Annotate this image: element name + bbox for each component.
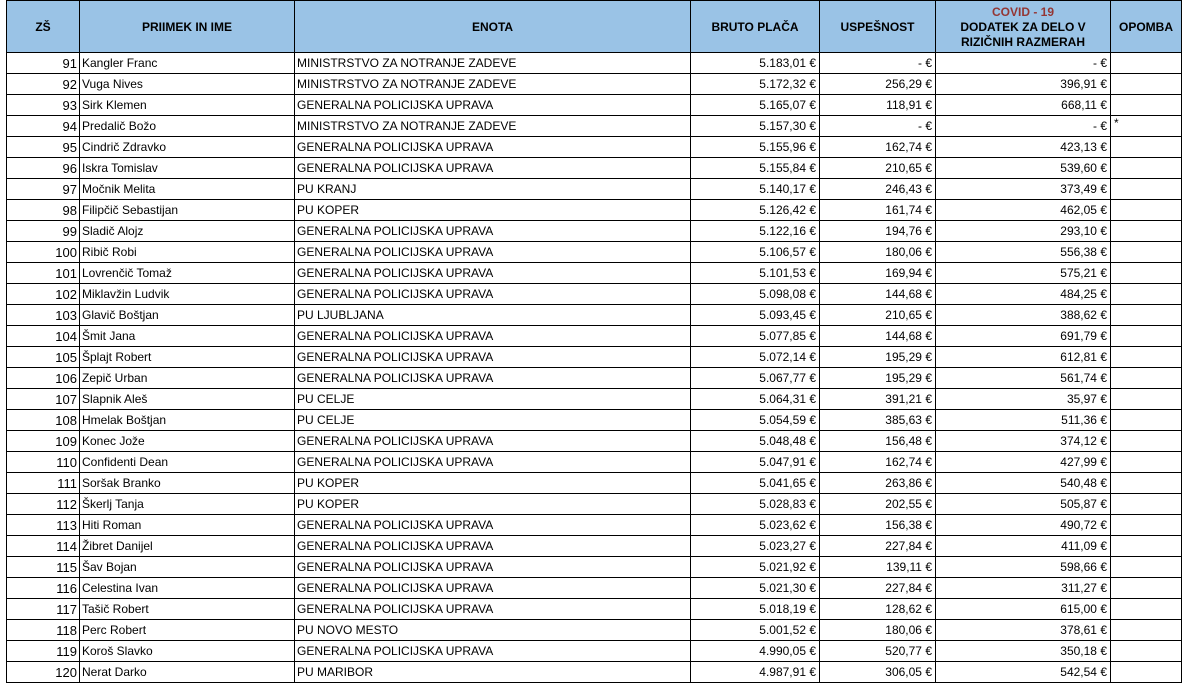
cell-name: Ribič Robi [80,242,295,263]
cell-name: Žibret Danijel [80,536,295,557]
cell-covid-dodatek: 561,74 € [936,368,1111,389]
cell-name: Perc Robert [80,620,295,641]
cell-bruto-placa: 5.183,01 € [691,53,820,74]
table-row [7,74,1182,95]
cell-uspesnost: 202,55 € [820,494,936,515]
cell-zs: 95 [7,137,80,158]
cell-enota: GENERALNA POLICIJSKA UPRAVA [295,137,691,158]
table-row [7,95,1182,116]
cell-name: Confidenti Dean [80,452,295,473]
cell-uspesnost: 520,77 € [820,641,936,662]
cell-name: Filipčič Sebastijan [80,200,295,221]
cell-name: Šav Bojan [80,557,295,578]
header-row [7,1,1182,53]
cell-opomba [1111,221,1182,242]
table-row [7,599,1182,620]
table-row [7,242,1182,263]
cell-uspesnost: 391,21 € [820,389,936,410]
cell-zs: 119 [7,641,80,662]
table-row [7,536,1182,557]
cell-covid-dodatek: 575,21 € [936,263,1111,284]
cell-zs: 107 [7,389,80,410]
cell-bruto-placa: 5.021,30 € [691,578,820,599]
cell-opomba [1111,242,1182,263]
cell-uspesnost: 195,29 € [820,368,936,389]
cell-bruto-placa: 5.093,45 € [691,305,820,326]
cell-uspesnost: 161,74 € [820,200,936,221]
cell-covid-dodatek: 35,97 € [936,389,1111,410]
cell-name: Predalič Božo [80,116,295,137]
cell-enota: MINISTRSTVO ZA NOTRANJE ZADEVE [295,74,691,95]
cell-enota: GENERALNA POLICIJSKA UPRAVA [295,368,691,389]
cell-opomba [1111,515,1182,536]
cell-name: Soršak Branko [80,473,295,494]
cell-bruto-placa: 5.155,84 € [691,158,820,179]
table-row [7,158,1182,179]
cell-uspesnost: 227,84 € [820,578,936,599]
cell-enota: GENERALNA POLICIJSKA UPRAVA [295,578,691,599]
cell-opomba [1111,599,1182,620]
cell-zs: 117 [7,599,80,620]
cell-opomba [1111,578,1182,599]
table-row [7,557,1182,578]
cell-covid-dodatek: 423,13 € [936,137,1111,158]
cell-covid-dodatek: 511,36 € [936,410,1111,431]
cell-uspesnost: 246,43 € [820,179,936,200]
cell-uspesnost: 144,68 € [820,326,936,347]
cell-enota: MINISTRSTVO ZA NOTRANJE ZADEVE [295,53,691,74]
table-row [7,326,1182,347]
table-row [7,452,1182,473]
cell-opomba [1111,305,1182,326]
cell-opomba [1111,53,1182,74]
cell-zs: 99 [7,221,80,242]
cell-uspesnost: 210,65 € [820,158,936,179]
cell-opomba [1111,620,1182,641]
cell-zs: 116 [7,578,80,599]
table-row [7,179,1182,200]
cell-covid-dodatek: 350,18 € [936,641,1111,662]
cell-uspesnost: 180,06 € [820,620,936,641]
cell-bruto-placa: 5.023,62 € [691,515,820,536]
cell-name: Zepič Urban [80,368,295,389]
cell-bruto-placa: 5.165,07 € [691,95,820,116]
cell-opomba [1111,326,1182,347]
cell-uspesnost: 194,76 € [820,221,936,242]
cell-uspesnost: 169,94 € [820,263,936,284]
cell-covid-dodatek: 396,91 € [936,74,1111,95]
cell-name: Celestina Ivan [80,578,295,599]
cell-uspesnost: 385,63 € [820,410,936,431]
table-row [7,347,1182,368]
cell-enota: PU KOPER [295,200,691,221]
cell-enota: GENERALNA POLICIJSKA UPRAVA [295,284,691,305]
cell-opomba [1111,431,1182,452]
table-row [7,116,1182,137]
cell-uspesnost: 256,29 € [820,74,936,95]
cell-covid-dodatek: 388,62 € [936,305,1111,326]
cell-bruto-placa: 5.172,32 € [691,74,820,95]
cell-covid-dodatek: 490,72 € [936,515,1111,536]
cell-enota: PU CELJE [295,410,691,431]
cell-covid-dodatek: 373,49 € [936,179,1111,200]
cell-uspesnost: 263,86 € [820,473,936,494]
cell-zs: 110 [7,452,80,473]
cell-bruto-placa: 5.140,17 € [691,179,820,200]
cell-uspesnost: 162,74 € [820,137,936,158]
cell-enota: GENERALNA POLICIJSKA UPRAVA [295,536,691,557]
cell-zs: 115 [7,557,80,578]
cell-opomba [1111,158,1182,179]
table-row [7,221,1182,242]
cell-zs: 104 [7,326,80,347]
cell-zs: 91 [7,53,80,74]
cell-bruto-placa: 5.054,59 € [691,410,820,431]
cell-bruto-placa: 5.048,48 € [691,431,820,452]
cell-opomba [1111,263,1182,284]
cell-name: Cindrič Zdravko [80,137,295,158]
cell-opomba [1111,557,1182,578]
cell-uspesnost: 306,05 € [820,662,936,683]
salary-table [6,0,1182,683]
table-row [7,263,1182,284]
table-row [7,578,1182,599]
cell-name: Sladič Alojz [80,221,295,242]
table-body [7,53,1182,683]
cell-enota: GENERALNA POLICIJSKA UPRAVA [295,557,691,578]
cell-enota: GENERALNA POLICIJSKA UPRAVA [295,326,691,347]
cell-zs: 111 [7,473,80,494]
cell-bruto-placa: 5.028,83 € [691,494,820,515]
cell-zs: 93 [7,95,80,116]
cell-enota: PU NOVO MESTO [295,620,691,641]
cell-covid-dodatek: 411,09 € [936,536,1111,557]
cell-covid-dodatek: - € [936,116,1111,137]
cell-bruto-placa: 5.072,14 € [691,347,820,368]
cell-bruto-placa: 5.023,27 € [691,536,820,557]
cell-zs: 102 [7,284,80,305]
table-row [7,368,1182,389]
cell-opomba [1111,284,1182,305]
cell-enota: GENERALNA POLICIJSKA UPRAVA [295,515,691,536]
cell-opomba [1111,536,1182,557]
cell-covid-dodatek: - € [936,53,1111,74]
cell-uspesnost: 118,91 € [820,95,936,116]
header-covid-dodatek [936,1,1111,53]
cell-name: Miklavžin Ludvik [80,284,295,305]
cell-covid-dodatek: 612,81 € [936,347,1111,368]
cell-bruto-placa: 4.987,91 € [691,662,820,683]
header-covid-line3: RIZIČNIH RAZMERAH [961,34,1085,49]
cell-zs: 118 [7,620,80,641]
cell-zs: 92 [7,74,80,95]
table-row [7,662,1182,683]
cell-covid-dodatek: 539,60 € [936,158,1111,179]
cell-bruto-placa: 5.106,57 € [691,242,820,263]
cell-zs: 94 [7,116,80,137]
cell-opomba [1111,137,1182,158]
cell-enota: PU KOPER [295,473,691,494]
header-uspesnost: USPEŠNOST [820,1,936,53]
cell-uspesnost: 227,84 € [820,536,936,557]
cell-covid-dodatek: 427,99 € [936,452,1111,473]
cell-uspesnost: - € [820,116,936,137]
table-row [7,515,1182,536]
cell-zs: 112 [7,494,80,515]
cell-enota: PU KRANJ [295,179,691,200]
cell-name: Glavič Boštjan [80,305,295,326]
cell-opomba [1111,641,1182,662]
table-row [7,53,1182,74]
table-row [7,494,1182,515]
cell-name: Konec Jože [80,431,295,452]
table-row [7,137,1182,158]
cell-uspesnost: 128,62 € [820,599,936,620]
cell-zs: 101 [7,263,80,284]
cell-zs: 96 [7,158,80,179]
table-row [7,431,1182,452]
cell-opomba [1111,410,1182,431]
table-row [7,305,1182,326]
cell-enota: GENERALNA POLICIJSKA UPRAVA [295,158,691,179]
cell-enota: PU KOPER [295,494,691,515]
salary-table-container [6,0,1181,683]
cell-enota: MINISTRSTVO ZA NOTRANJE ZADEVE [295,116,691,137]
table-row [7,410,1182,431]
cell-name: Hiti Roman [80,515,295,536]
cell-name: Močnik Melita [80,179,295,200]
cell-covid-dodatek: 556,38 € [936,242,1111,263]
cell-covid-dodatek: 484,25 € [936,284,1111,305]
cell-zs: 97 [7,179,80,200]
cell-enota: GENERALNA POLICIJSKA UPRAVA [295,263,691,284]
cell-opomba [1111,494,1182,515]
cell-zs: 105 [7,347,80,368]
cell-zs: 114 [7,536,80,557]
cell-zs: 120 [7,662,80,683]
cell-name: Kangler Franc [80,53,295,74]
header-zs: ZŠ [7,1,80,53]
cell-bruto-placa: 5.126,42 € [691,200,820,221]
cell-bruto-placa: 5.077,85 € [691,326,820,347]
cell-name: Škerlj Tanja [80,494,295,515]
table-row [7,473,1182,494]
cell-bruto-placa: 5.021,92 € [691,557,820,578]
cell-bruto-placa: 4.990,05 € [691,641,820,662]
cell-zs: 98 [7,200,80,221]
cell-bruto-placa: 5.041,65 € [691,473,820,494]
header-enota: ENOTA [295,1,691,53]
cell-name: Vuga Nives [80,74,295,95]
cell-covid-dodatek: 615,00 € [936,599,1111,620]
cell-covid-dodatek: 542,54 € [936,662,1111,683]
cell-name: Šplajt Robert [80,347,295,368]
cell-name: Tašič Robert [80,599,295,620]
cell-covid-dodatek: 540,48 € [936,473,1111,494]
cell-name: Lovrenčič Tomaž [80,263,295,284]
cell-bruto-placa: 5.018,19 € [691,599,820,620]
cell-zs: 109 [7,431,80,452]
cell-name: Hmelak Boštjan [80,410,295,431]
cell-opomba [1111,389,1182,410]
table-row [7,641,1182,662]
header-covid-line2: DODATEK ZA DELO V [960,19,1086,34]
cell-zs: 108 [7,410,80,431]
cell-uspesnost: - € [820,53,936,74]
table-row [7,284,1182,305]
cell-opomba [1111,347,1182,368]
cell-enota: GENERALNA POLICIJSKA UPRAVA [295,431,691,452]
cell-enota: GENERALNA POLICIJSKA UPRAVA [295,242,691,263]
cell-enota: GENERALNA POLICIJSKA UPRAVA [295,95,691,116]
cell-bruto-placa: 5.047,91 € [691,452,820,473]
cell-bruto-placa: 5.155,96 € [691,137,820,158]
cell-enota: GENERALNA POLICIJSKA UPRAVA [295,347,691,368]
cell-opomba [1111,473,1182,494]
cell-enota: GENERALNA POLICIJSKA UPRAVA [295,641,691,662]
header-covid-title: COVID - 19 [991,4,1054,19]
cell-zs: 113 [7,515,80,536]
cell-bruto-placa: 5.098,08 € [691,284,820,305]
cell-uspesnost: 180,06 € [820,242,936,263]
cell-enota: GENERALNA POLICIJSKA UPRAVA [295,221,691,242]
table-row [7,200,1182,221]
cell-uspesnost: 139,11 € [820,557,936,578]
cell-bruto-placa: 5.064,31 € [691,389,820,410]
cell-uspesnost: 156,48 € [820,431,936,452]
header-opomba: OPOMBA [1111,1,1182,53]
cell-zs: 106 [7,368,80,389]
cell-uspesnost: 156,38 € [820,515,936,536]
cell-bruto-placa: 5.067,77 € [691,368,820,389]
cell-name: Nerat Darko [80,662,295,683]
cell-opomba [1111,179,1182,200]
cell-uspesnost: 144,68 € [820,284,936,305]
cell-opomba [1111,95,1182,116]
header-name: PRIIMEK IN IME [80,1,295,53]
cell-covid-dodatek: 462,05 € [936,200,1111,221]
cell-bruto-placa: 5.122,16 € [691,221,820,242]
table-row [7,620,1182,641]
table-row [7,389,1182,410]
cell-bruto-placa: 5.001,52 € [691,620,820,641]
cell-name: Šmit Jana [80,326,295,347]
cell-opomba [1111,662,1182,683]
header-bruto-placa: BRUTO PLAČA [691,1,820,53]
cell-zs: 100 [7,242,80,263]
cell-name: Slapnik Aleš [80,389,295,410]
cell-bruto-placa: 5.101,53 € [691,263,820,284]
cell-enota: PU CELJE [295,389,691,410]
table-header [7,1,1182,53]
cell-opomba [1111,74,1182,95]
cell-name: Koroš Slavko [80,641,295,662]
cell-name: Iskra Tomislav [80,158,295,179]
cell-opomba [1111,452,1182,473]
cell-enota: GENERALNA POLICIJSKA UPRAVA [295,599,691,620]
cell-enota: GENERALNA POLICIJSKA UPRAVA [295,452,691,473]
cell-covid-dodatek: 691,79 € [936,326,1111,347]
cell-uspesnost: 195,29 € [820,347,936,368]
cell-covid-dodatek: 293,10 € [936,221,1111,242]
cell-covid-dodatek: 505,87 € [936,494,1111,515]
cell-covid-dodatek: 668,11 € [936,95,1111,116]
cell-bruto-placa: 5.157,30 € [691,116,820,137]
cell-uspesnost: 210,65 € [820,305,936,326]
cell-covid-dodatek: 378,61 € [936,620,1111,641]
cell-covid-dodatek: 311,27 € [936,578,1111,599]
cell-uspesnost: 162,74 € [820,452,936,473]
cell-opomba [1111,368,1182,389]
cell-covid-dodatek: 598,66 € [936,557,1111,578]
cell-opomba [1111,200,1182,221]
cell-name: Sirk Klemen [80,95,295,116]
cell-zs: 103 [7,305,80,326]
cell-covid-dodatek: 374,12 € [936,431,1111,452]
cell-enota: PU MARIBOR [295,662,691,683]
cell-enota: PU LJUBLJANA [295,305,691,326]
cell-opomba: * [1111,116,1182,137]
